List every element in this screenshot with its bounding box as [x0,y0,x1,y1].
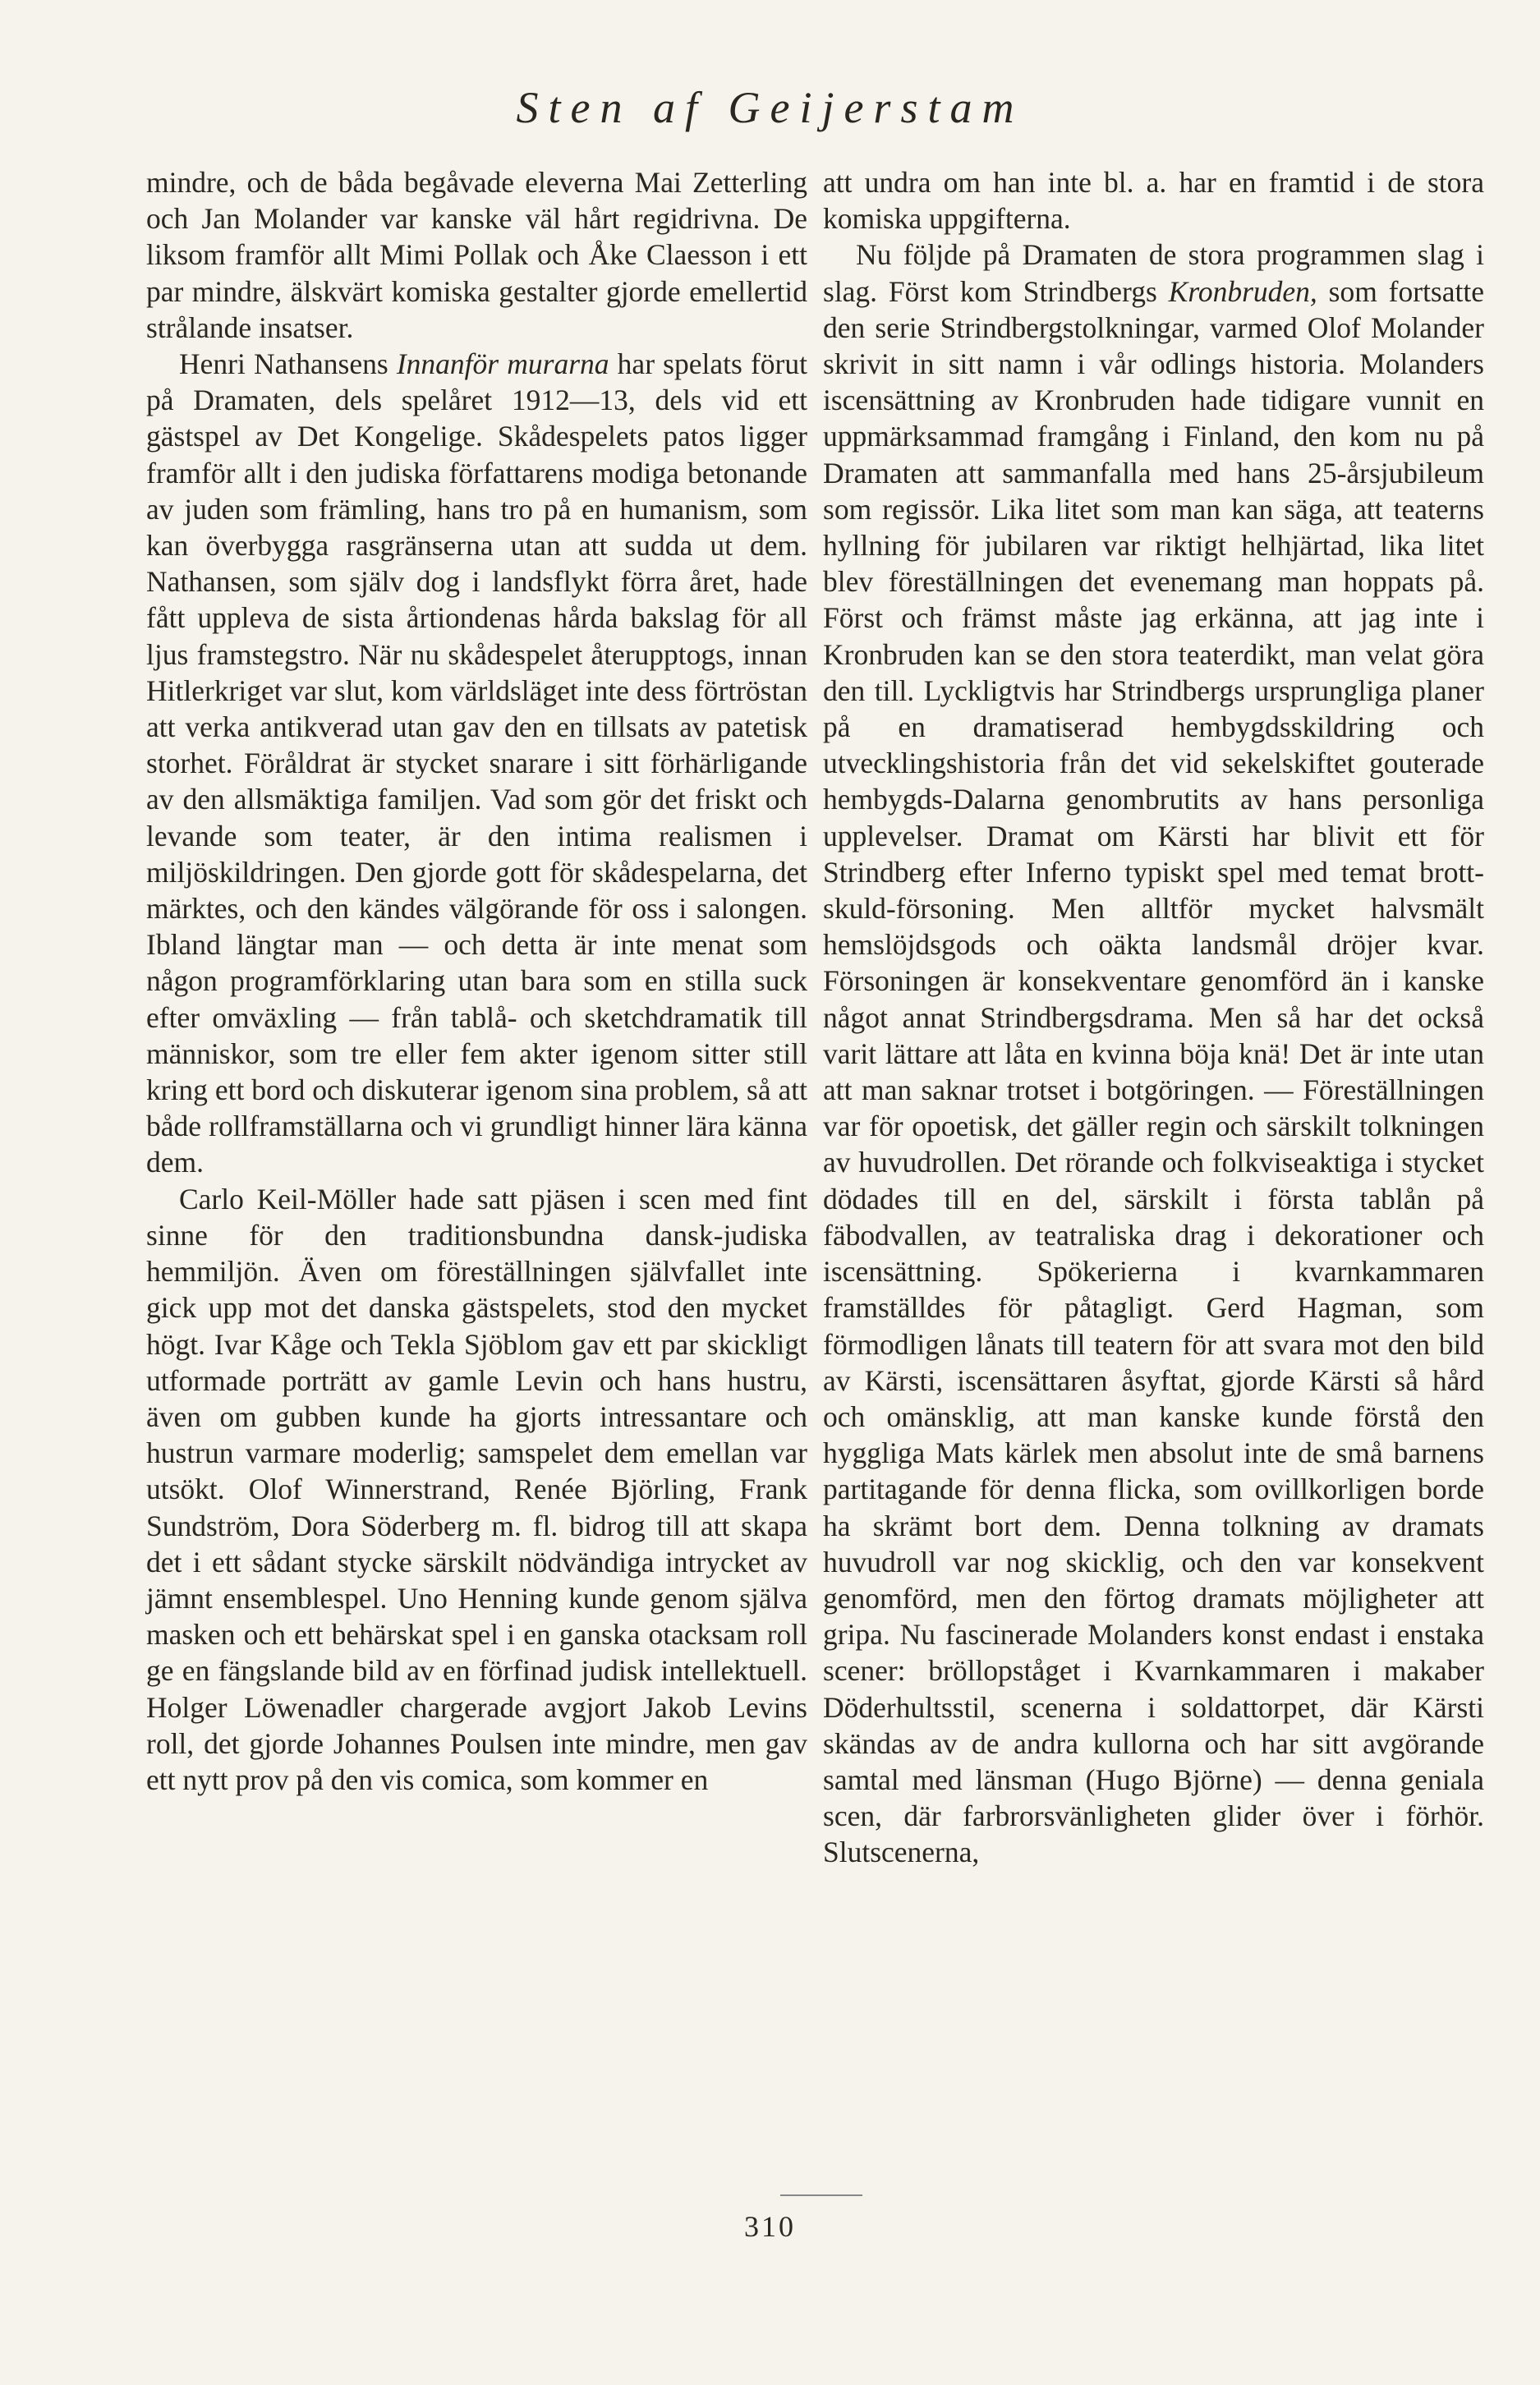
left-paragraph-2-lead: Henri Nathansens [179,347,397,381]
right-paragraph-2-body: som fortsatte den serie Strindbergstolkningar, varmed Olof Molander skrivit in sitt namn i vår odlings historia. Molanders iscensättning av Kronbruden hade tidigare vunnit en uppmärksammad framgång i Finland, den kom nu på Dramaten att sammanfalla med hans 25-årsjubileum som regissör. Lika litet som man kan säga, att teaterns hyllning för jubilaren var riktigt helhjärtad, lika litet blev föreställningen det evenemang man hoppats på. Först och främst måste jag erkänna, att jag inte i Kronbruden kan se den stora teaterdikt, man velat göra den till. Lyckligtvis har Strindbergs ursprungliga planer på en dramatiserad hembygdsskildring och utvecklingshistoria från det vid sekelskiftet gouterade hembygds-Dalarna genombrutits av hans personliga upplevelser. Dramat om Kärsti har blivit ett för Strindberg efter Inferno typiskt spel med temat brott-skuld-försoning. Men alltför mycket halvsmält hemslöjdsgods och oäkta landsmål dröjer kvar. Försoningen är konsekventare genomförd än i kanske något annat Strindbergsdrama. Men så har det också varit lättare att låta en kvinna böja knä! Det är inte utan att man saknar trotset i botgöringen. — Föreställningen var för opoetisk, det gäller regin och särskilt tolkningen av huvudrollen. Det rörande och folkviseaktiga i stycket dödades till en del, särskilt i första tablån på fäbodvallen, av teatraliska drag i dekorationer och iscensättning. Spökerierna i kvarnkammaren framställdes för påtagligt. Gerd Hagman, som förmodligen lånats till teatern för att svara mot den bild av Kärsti, iscensättaren åsyftat, gjorde Kärsti så hård och omänsklig, att man kanske kunde förstå den hyggliga Mats kärlek men absolut inte de små barnens partitagande för denna flicka, som ovillkorligen borde ha skrämt bort dem. Denna tolkning av dramats huvudroll var nog skicklig, och den var konsekvent genomförd, men den förtog dramats möjligheter att gripa. Nu fascinerade Molanders konst endast i enstaka scener: bröllopståget i Kvarnkammaren i makaber Döderhultsstil, scenerna i soldattorpet, där Kärsti skändas av de andra kullorna och har sitt avgörande samtal med länsman (Hugo Björne) — denna geniala scen, där farbrorsvänligheten glider över i förhör. Slutscenerna, [823,274,1484,1869]
running-head: Sten af Geijerstam [516,83,1024,132]
right-paragraph-2-lead: Nu följde på Dramaten de stora programmen slag i slag. Först kom Strindbergs [823,238,1484,308]
left-paragraph-2 [146,346,807,1181]
left-column [146,164,807,1798]
left-paragraph-1: mindre, och de båda begåvade eleverna Mai Zetterling och Jan Molander var kanske väl hårt regidrivna. De liksom framför allt Mimi Pollak och Åke Claesson i ett par mindre, älskvärt komiska gestalter gjorde emellertid strålande insatser. [146,166,807,344]
left-paragraph-2-body: har spelats förut på Dramaten, dels spelåret 1912—13, dels vid ett gästspel av Det Kongelige. Skådespelets patos ligger framför allt i den judiska författarens modiga betonande av juden som främling, hans tro på en humanism, som kan överbygga rasgränserna utan att sudda ut dem. Nathansen, som själv dog i landsflykt förra året, hade fått uppleva de sista årtiondenas hårda bakslag för all ljus framstegstro. När nu skådespelet återupptogs, innan Hitlerkriget var slut, kom världsläget inte dess förtröstan att verka antikverad utan gav den en tillsats av patetisk storhet. Föråldrat är stycket snarare i sitt förhärligande av den allsmäktiga familjen. Vad som gör det friskt och levande som teater, är den intima realismen i miljöskildringen. Den gjorde gott för skådespelarna, det märktes, och den kändes välgörande för oss i salongen. Ibland längtar man — och detta är inte menat som någon programförklaring utan bara som en stilla suck efter omväxling — från tablå- och sketchdramatik till människor, som tre eller fem akter igenom sitter still kring ett bord och diskuterar igenom sina problem, så att både rollframställarna och vi grundligt hinner lära känna dem. [146,347,807,1179]
page-number: 310 [744,2210,796,2243]
folio-rule [780,2194,862,2196]
right-paragraph-1: att undra om han inte bl. a. har en framtid i de stora komiska uppgifterna. [823,166,1484,236]
right-column [823,164,1484,1871]
play-title-kronbruden: Kronbruden, [1168,274,1317,308]
play-title-innanfor-murarna: Innanför murarna [396,347,609,381]
right-paragraph-2 [823,237,1484,1870]
left-paragraph-3: Carlo Keil-Möller hade satt pjäsen i scen med fint sinne för den traditionsbundna dansk-judiska hemmiljön. Även om föreställningen självfallet inte gick upp mot det danska gästspelets, stod den mycket högt. Ivar Kåge och Tekla Sjöblom gav ett par skickligt utformade porträtt av gamle Levin och hans hustru, även om gubben kunde ha gjorts intressantare och hustrun varmare moderlig; samspelet dem emellan var utsökt. Olof Winnerstrand, Renée Björling, Frank Sundström, Dora Söderberg m. fl. bidrog till att skapa det i ett sådant stycke särskilt nödvändiga intrycket av jämnt ensemblespel. Uno Henning kunde genom själva masken och ett behärskat spel i en ganska otacksam roll ge en fängslande bild av en förfinad judisk intellektuell. Holger Löwenadler chargerade avgjort Jakob Levins roll, det gjorde Johannes Poulsen inte mindre, men gav ett nytt prov på den vis comica, som kommer en [146,1182,807,1796]
